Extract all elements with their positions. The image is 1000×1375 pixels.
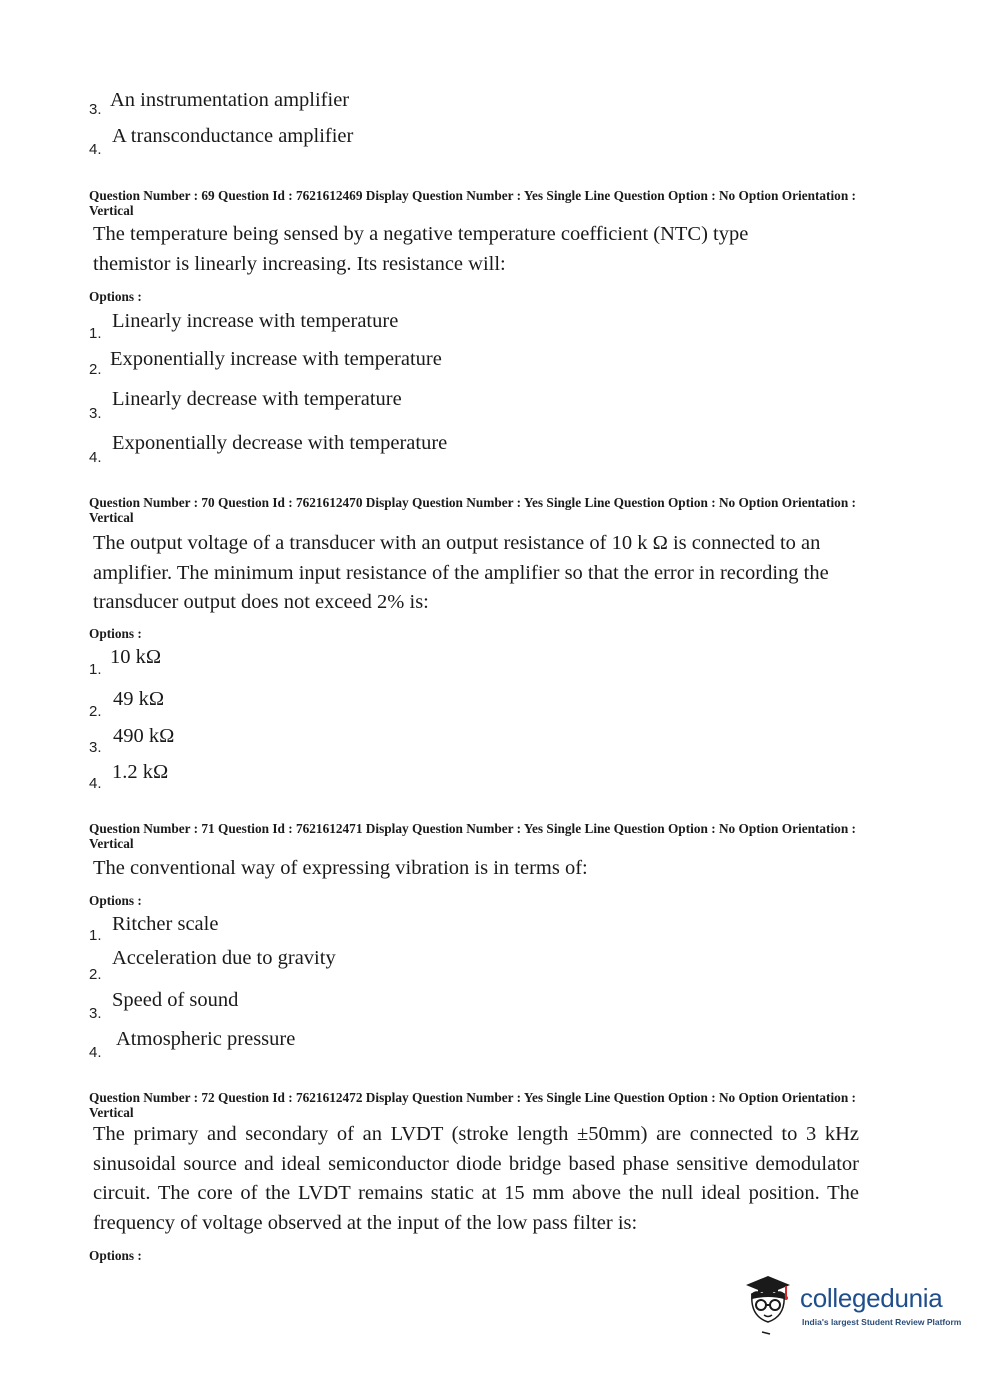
- question-text: The output voltage of a transducer with an output resistance of 10 k Ω is connected to an amplifier. The minimum input resistance of the amplifier so that the error in recording the transducer output does not exceed 2% is:: [93, 532, 829, 613]
- option-number: 2.: [89, 703, 102, 720]
- option-number: 2.: [89, 966, 102, 983]
- option-number: 1.: [89, 927, 102, 944]
- option-text: Speed of sound: [112, 989, 239, 1011]
- option-number: 1.: [89, 661, 102, 678]
- logo-wordmark: collegedunia: [800, 1283, 943, 1313]
- option-text: A transconductance amplifier: [112, 125, 354, 147]
- option-text: 10 kΩ: [110, 646, 162, 668]
- option-text: Atmospheric pressure: [116, 1028, 296, 1050]
- option-text: Acceleration due to gravity: [112, 947, 336, 969]
- options-label: Options :: [89, 1248, 142, 1263]
- question-meta: Question Number : 72 Question Id : 7621612472 Display Question Number : Yes Single Line Question Option : No Option Orientation : Vertical: [89, 1090, 856, 1120]
- option-number: 1.: [89, 325, 102, 342]
- options-label: Options :: [89, 289, 142, 304]
- options-label: Options :: [89, 626, 142, 641]
- option-text: 49 kΩ: [113, 688, 165, 710]
- option-number: 3.: [89, 405, 102, 422]
- option-number: 2.: [89, 361, 102, 378]
- option-text: An instrumentation amplifier: [110, 89, 350, 111]
- option-text: Ritcher scale: [112, 913, 219, 935]
- option-number: 3.: [89, 739, 102, 756]
- question-text: The primary and secondary of an LVDT (stroke length ±50mm) are connected to 3 kHz sinusoidal source and ideal semiconductor diode bridge based phase sensitive demodulator circuit. The core of the LVDT remains static at 15 mm above the null ideal position. The frequency of voltage observed at the input of the low pass filter is:: [93, 1123, 859, 1234]
- option-number: 4.: [89, 1044, 102, 1061]
- option-number: 4.: [89, 449, 102, 466]
- option-text: Exponentially increase with temperature: [110, 348, 442, 370]
- question-meta: Question Number : 71 Question Id : 7621612471 Display Question Number : Yes Single Line Question Option : No Option Orientation : Vertical: [89, 821, 856, 851]
- question-meta: Question Number : 70 Question Id : 7621612470 Display Question Number : Yes Single Line Question Option : No Option Orientation : Vertical: [89, 495, 856, 525]
- option-number: 4.: [89, 141, 102, 158]
- option-text: Exponentially decrease with temperature: [112, 432, 448, 454]
- question-meta: Question Number : 69 Question Id : 7621612469 Display Question Number : Yes Single Line Question Option : No Option Orientation : Vertical: [89, 188, 856, 218]
- logo-tagline: India's largest Student Review Platform: [802, 1317, 962, 1327]
- option-number: 3.: [89, 1005, 102, 1022]
- options-label: Options :: [89, 893, 142, 908]
- question-text: The conventional way of expressing vibration is in terms of:: [93, 857, 588, 879]
- option-text: 490 kΩ: [113, 725, 175, 747]
- option-number: 3.: [89, 101, 102, 118]
- option-text: Linearly increase with temperature: [112, 310, 399, 332]
- question-text: The temperature being sensed by a negative temperature coefficient (NTC) type themistor is linearly increasing. Its resistance will:: [93, 223, 749, 275]
- option-text: 1.2 kΩ: [112, 761, 169, 783]
- option-number: 4.: [89, 775, 102, 792]
- option-text: Linearly decrease with temperature: [112, 388, 402, 410]
